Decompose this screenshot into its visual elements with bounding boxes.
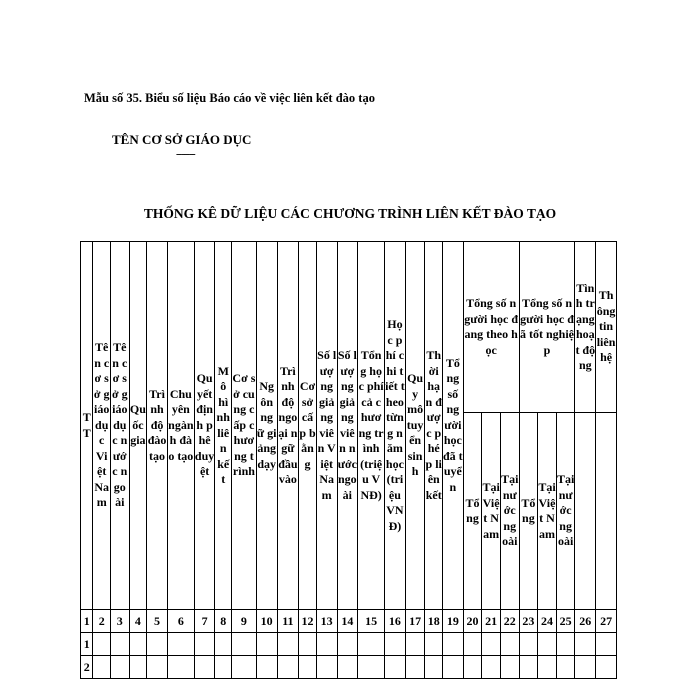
subheader-graduated-vietnam: Tại Việt Nam — [538, 413, 557, 610]
table-cell[interactable] — [500, 656, 519, 679]
table-cell[interactable] — [147, 656, 168, 679]
table-cell[interactable] — [215, 633, 232, 656]
table-cell[interactable] — [167, 656, 194, 679]
table-cell[interactable] — [93, 633, 111, 656]
subheader-status-blank — [575, 413, 596, 610]
table-cell[interactable] — [194, 633, 215, 656]
table-cell[interactable] — [147, 633, 168, 656]
header-foreign-lecturers: Số lượng giảng viên nước ngoài — [337, 242, 358, 610]
table-cell[interactable] — [110, 656, 129, 679]
table-cell[interactable] — [337, 633, 358, 656]
table-cell[interactable] — [425, 656, 443, 679]
column-number: 25 — [556, 610, 575, 633]
table-cell[interactable] — [519, 656, 538, 679]
table-cell[interactable] — [358, 633, 385, 656]
column-number-row — [81, 610, 617, 633]
column-number: 2 — [93, 610, 111, 633]
table-cell[interactable] — [556, 656, 575, 679]
table-cell[interactable] — [556, 633, 575, 656]
header-partnership-term: Thời hạn được phép liên kết — [425, 242, 443, 610]
header-enrollment-quota: Quy mô tuyển sinh — [405, 242, 425, 610]
table-cell[interactable] — [500, 633, 519, 656]
subheader-studying-total: Tổng — [463, 413, 482, 610]
column-number: 20 — [463, 610, 482, 633]
table-cell[interactable] — [299, 633, 317, 656]
table-row — [81, 656, 617, 679]
column-number: 15 — [358, 610, 385, 633]
column-number: 23 — [519, 610, 538, 633]
column-number: 8 — [215, 610, 232, 633]
table-row — [81, 633, 617, 656]
row-number: 1 — [81, 633, 93, 656]
table-cell[interactable] — [405, 633, 425, 656]
header-language-requirement: Trình độ ngoại ngữ đầu vào — [277, 242, 299, 610]
column-number: 27 — [596, 610, 617, 633]
table-cell[interactable] — [358, 656, 385, 679]
column-number: 22 — [500, 610, 519, 633]
data-table — [80, 241, 617, 679]
column-number: 19 — [443, 610, 464, 633]
header-annual-tuition: Học phí chi tiết theo từng năm học (triệu VNĐ) — [385, 242, 406, 610]
subheader-studying-vietnam: Tại Việt Nam — [482, 413, 501, 610]
table-cell[interactable] — [443, 633, 464, 656]
institution-name: TÊN CƠ SỞ GIÁO DỤC — [112, 132, 252, 147]
column-number: 13 — [316, 610, 337, 633]
header-teaching-language: Ngôn ngữ giảng dạy — [256, 242, 277, 610]
table-cell[interactable] — [316, 656, 337, 679]
table-cell[interactable] — [93, 656, 111, 679]
table-cell[interactable] — [232, 633, 257, 656]
table-cell[interactable] — [167, 633, 194, 656]
table-cell[interactable] — [129, 633, 147, 656]
table-cell[interactable] — [482, 656, 501, 679]
table-cell[interactable] — [194, 656, 215, 679]
column-number: 26 — [575, 610, 596, 633]
column-number: 21 — [482, 610, 501, 633]
header-currently-studying: Tổng số người học đang theo học — [463, 242, 519, 413]
column-number: 6 — [167, 610, 194, 633]
header-partnership-model: Mô hình liên kết — [215, 242, 232, 610]
column-number: 12 — [299, 610, 317, 633]
header-total-enrolled: Tổng số người học đã tuyển — [443, 242, 464, 610]
header-vn-lecturers: Số lượng giảng viên Việt Nam — [316, 242, 337, 610]
column-number: 17 — [405, 610, 425, 633]
column-number: 3 — [110, 610, 129, 633]
table-cell[interactable] — [256, 656, 277, 679]
divider-line: ------- — [176, 148, 195, 160]
column-number: 16 — [385, 610, 406, 633]
column-number: 10 — [256, 610, 277, 633]
column-number: 5 — [147, 610, 168, 633]
column-number: 7 — [194, 610, 215, 633]
column-number: 18 — [425, 610, 443, 633]
header-graduated: Tổng số người học đã tốt nghiệp — [519, 242, 575, 413]
table-cell[interactable] — [385, 633, 406, 656]
table-cell[interactable] — [299, 656, 317, 679]
form-label: Mẫu số 35. Biểu số liệu Báo cáo về việc liên kết đào tạo — [84, 91, 375, 105]
column-number: 9 — [232, 610, 257, 633]
column-number: 24 — [538, 610, 557, 633]
header-training-level: Trình độ đào tạo — [147, 242, 168, 610]
header-operating-status: Tình trạng hoạt động — [575, 242, 596, 413]
column-number: 11 — [277, 610, 299, 633]
table-cell[interactable] — [596, 633, 617, 656]
column-number: 14 — [337, 610, 358, 633]
table-cell[interactable] — [385, 656, 406, 679]
subheader-graduated-total: Tổng — [519, 413, 538, 610]
table-cell[interactable] — [538, 656, 557, 679]
table-cell[interactable] — [337, 656, 358, 679]
header-total-tuition: Tổng học phí cả chương trình (triệu VNĐ) — [358, 242, 385, 610]
table-cell[interactable] — [215, 656, 232, 679]
table-cell[interactable] — [463, 656, 482, 679]
table-cell[interactable] — [316, 633, 337, 656]
table-cell[interactable] — [463, 633, 482, 656]
table-cell[interactable] — [425, 633, 443, 656]
header-contact-info: Thông tin liên hệ — [596, 242, 617, 413]
header-major: Chuyên ngành đào tạo — [167, 242, 194, 610]
subheader-studying-abroad: Tại nước ngoài — [500, 413, 519, 610]
header-foreign-institution: Tên cơ sở giáo dục nước ngoài — [110, 242, 129, 610]
header-vn-institution: Tên cơ sở giáo dục Việt Nam — [93, 242, 111, 610]
header-approval-decision: Quyết định phê duyệt — [194, 242, 215, 610]
table-cell[interactable] — [256, 633, 277, 656]
subheader-graduated-abroad: Tại nước ngoài — [556, 413, 575, 610]
table-cell[interactable] — [232, 656, 257, 679]
column-number: 1 — [81, 610, 93, 633]
table-cell[interactable] — [129, 656, 147, 679]
table-cell[interactable] — [482, 633, 501, 656]
subheader-contact-blank — [596, 413, 617, 610]
header-degree-issuer: Cơ sở cấp bằng — [299, 242, 317, 610]
header-tt: TT — [81, 242, 93, 610]
table-cell[interactable] — [575, 633, 596, 656]
table-cell[interactable] — [277, 633, 299, 656]
row-number: 2 — [81, 656, 93, 679]
table-cell[interactable] — [575, 656, 596, 679]
table-cell[interactable] — [519, 633, 538, 656]
column-number: 4 — [129, 610, 147, 633]
header-program-provider: Cơ sở cung cấp chương trình — [232, 242, 257, 610]
table-cell[interactable] — [443, 656, 464, 679]
table-cell[interactable] — [277, 656, 299, 679]
table-cell[interactable] — [538, 633, 557, 656]
table-cell[interactable] — [110, 633, 129, 656]
table-heading: THỐNG KÊ DỮ LIỆU CÁC CHƯƠNG TRÌNH LIÊN KẾT ĐÀO TẠO — [143, 206, 557, 221]
table-cell[interactable] — [596, 656, 617, 679]
header-country: Quốc gia — [129, 242, 147, 610]
table-cell[interactable] — [405, 656, 425, 679]
